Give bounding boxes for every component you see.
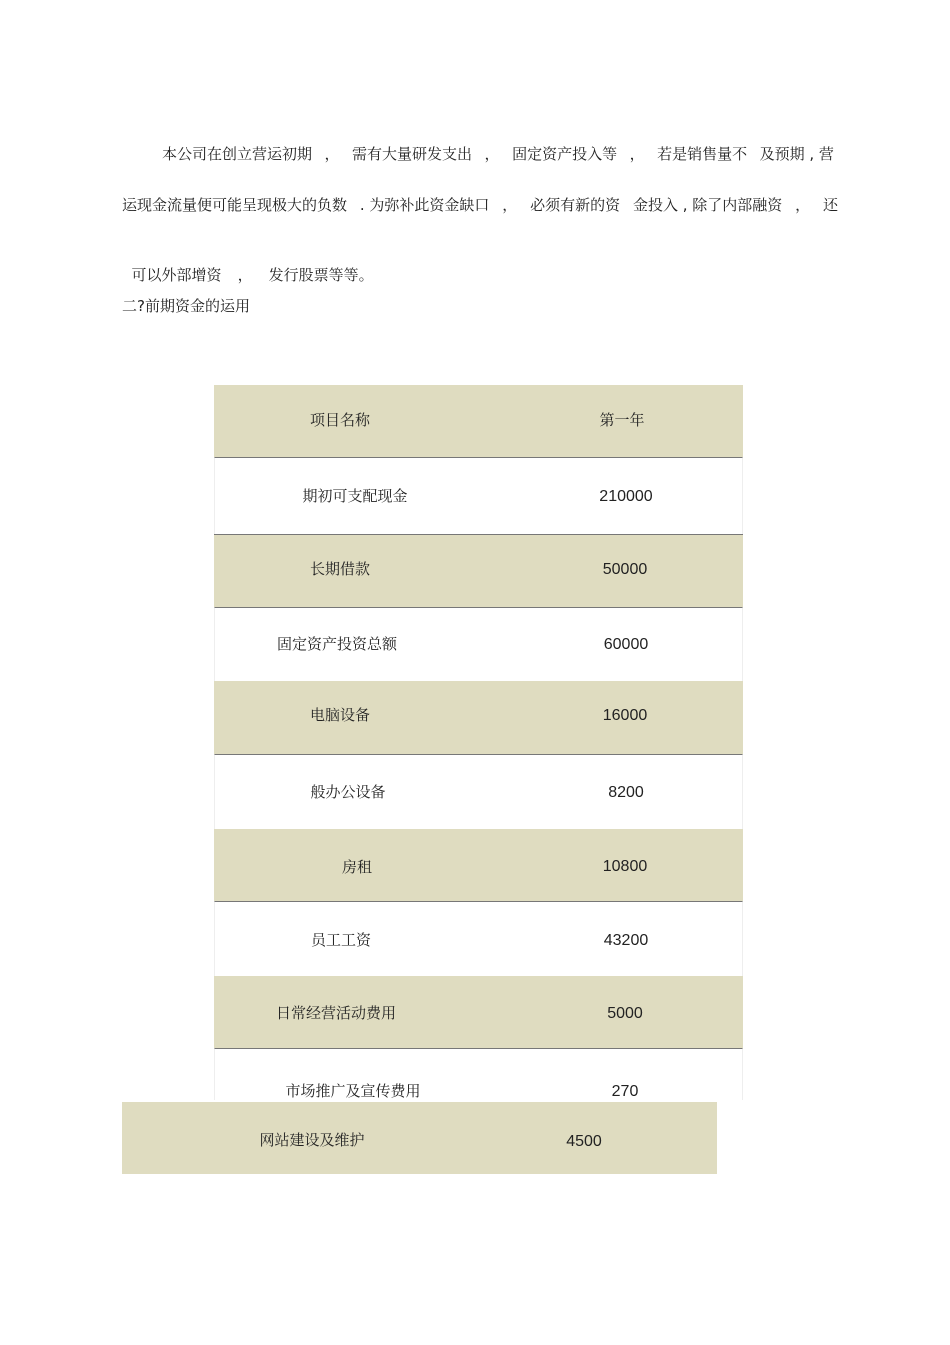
row-item-name: 市场推广及宣传费用 [285, 1082, 421, 1100]
header-item-name: 项目名称 [309, 411, 371, 429]
row-value: 16000 [602, 707, 648, 724]
table-row [214, 976, 743, 1048]
funds-table [214, 385, 743, 1100]
table-row [214, 607, 743, 681]
row-value: 43200 [603, 932, 649, 949]
row-item-name: 日常经营活动费用 [275, 1004, 397, 1022]
text-segment: 可以外部增资 [131, 266, 222, 284]
header-year-one: 第一年 [599, 411, 645, 429]
table-row [214, 681, 743, 754]
table-header-row [214, 385, 743, 457]
row-item-name: 期初可支配现金 [302, 487, 408, 505]
text-segment: 金投入 , 除了内部融资 [632, 196, 783, 214]
paragraph-line-1 [162, 144, 834, 164]
row-item-name: 电脑设备 [309, 706, 371, 724]
table-row [214, 829, 743, 901]
row-item-name: 房租 [341, 858, 373, 876]
row-value: 10800 [602, 858, 648, 875]
table-row [214, 754, 743, 829]
row-value: 270 [611, 1083, 639, 1100]
text-segment: 发行股票等等。 [268, 266, 374, 284]
row-value: 4500 [566, 1133, 602, 1150]
text-segment: ， [324, 145, 340, 163]
table-row [214, 534, 743, 607]
text-segment: 固定资产投入等 [512, 145, 618, 163]
text-segment: . 为弥补此资金缺口 [359, 196, 490, 214]
row-item-name: 固定资产投资总额 [276, 635, 398, 653]
text-segment: ， [237, 266, 253, 284]
text-segment: 运现金流量便可能呈现极大的负数 [122, 196, 348, 214]
text-segment: 及预期 , 营 [759, 145, 834, 163]
row-value: 8200 [608, 784, 644, 801]
text-segment: ， [502, 196, 518, 214]
table-row [214, 1048, 743, 1100]
table-overflow-row [122, 1102, 717, 1174]
text-segment: ， [484, 145, 500, 163]
text-segment: 若是销售量不 [657, 145, 748, 163]
section-heading: 二?前期资金的运用 [122, 297, 250, 315]
text-segment: ， [795, 196, 811, 214]
row-item-name: 长期借款 [309, 560, 371, 578]
table-row [214, 457, 743, 534]
text-segment: 必须有新的资 [530, 196, 621, 214]
row-value: 50000 [602, 561, 648, 578]
paragraph-line-3 [122, 245, 374, 285]
text-segment: 本公司在创立营运初期 [162, 145, 313, 163]
text-segment: 需有大量研发支出 [352, 145, 473, 163]
paragraph-line-2 [122, 195, 838, 215]
text-segment: 还 [822, 196, 838, 214]
row-value: 210000 [599, 488, 653, 505]
row-item-name: 般办公设备 [310, 783, 386, 801]
table-row [214, 901, 743, 976]
row-value: 60000 [603, 636, 649, 653]
row-value: 5000 [607, 1005, 643, 1022]
row-item-name: 网站建设及维护 [259, 1131, 365, 1149]
row-item-name: 员工工资 [310, 931, 372, 949]
text-segment: ， [629, 145, 645, 163]
